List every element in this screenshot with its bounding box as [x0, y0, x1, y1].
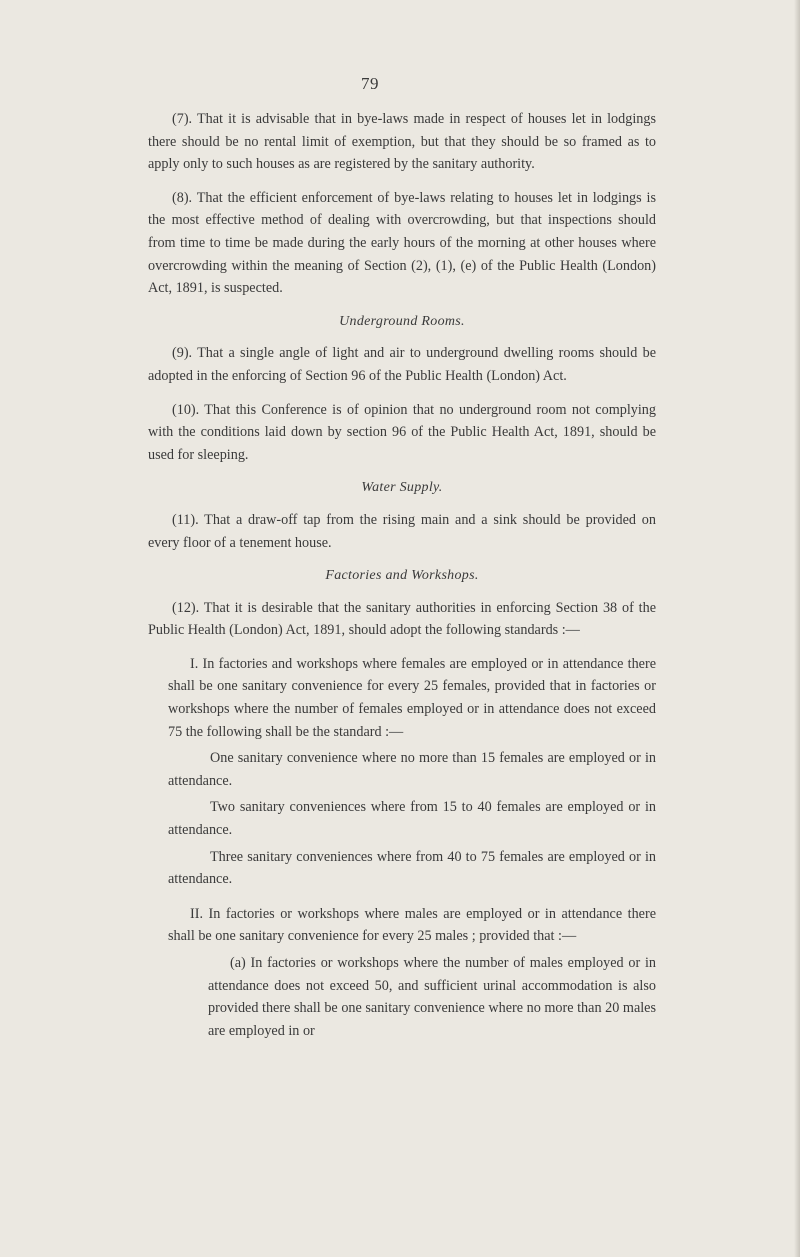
paragraph-12: (12). That it is desirable that the sanitary authorities in enforcing Section 38 of the Public Health (London) Act, 1891, should adopt the following standards :—	[148, 599, 656, 639]
page-number: 79	[361, 74, 379, 93]
paragraph-9: (9). That a single angle of light and air to underground dwelling rooms should be adopted in the enforcing of Section 96 of the Public Health (London) Act.	[148, 345, 656, 384]
paragraph-7: (7). That it is advisable that in bye-laws made in respect of houses let in lodgings there should be no rental limit of exemption, but that they should be so framed as to apply only to such houses as are registered by the sanitary authority.	[148, 111, 656, 173]
standard-i-two: Two sanitary conveniences where from 15 to 40 females are employed or in attendance.	[168, 799, 656, 839]
page-edge-shadow	[794, 0, 800, 1257]
paragraph-10: (10). That this Conference is of opinion that no underground room not complying with the conditions laid down by section 96 of the Public Health Act, 1891, should be used for sleeping.	[148, 401, 656, 463]
standard-i-one: One sanitary convenience where no more than 15 females are employed or in attendance.	[168, 750, 656, 789]
standard-i: I. In factories and workshops where females are employed or in attendance there shall be one sanitary convenience for every 25 females, provided that in factories or workshops where the number of females employed or in attendance does not exceed 75 the following shall be the standard :—	[168, 655, 656, 740]
paragraph-8: (8). That the efficient enforcement of bye-laws relating to houses let in lodgings is the most effective method of dealing with overcrowding, but that inspections should from time to time be made during the early hours of the morning at other houses where overcrowding within the meaning of Section (2), (1), (e) of the Public Health (London) Act, 1891, is suspected.	[148, 189, 656, 297]
paragraph-11: (11). That a draw-off tap from the rising main and a sink should be provided on every floor of a tenement house.	[148, 511, 656, 551]
standard-i-three: Three sanitary conveniences where from 40 to 75 females are employed or in attendance.	[168, 848, 656, 888]
page-body	[148, 108, 656, 1046]
standard-ii: II. In factories or workshops where males are employed or in attendance there shall be one sanitary convenience for every 25 males ; provided that :—	[168, 905, 656, 945]
section-heading-underground-rooms: Underground Rooms.	[339, 313, 465, 329]
section-heading-water-supply: Water Supply.	[361, 480, 443, 496]
standard-ii-a: (a) In factories or workshops where the number of males employed or in attendance does not exceed 50, and sufficient urinal accommodation is also provided there shall be one sanitary convenience where no more than 20 males are employed in or	[208, 955, 656, 1039]
section-heading-factories-workshops: Factories and Workshops.	[325, 568, 479, 584]
